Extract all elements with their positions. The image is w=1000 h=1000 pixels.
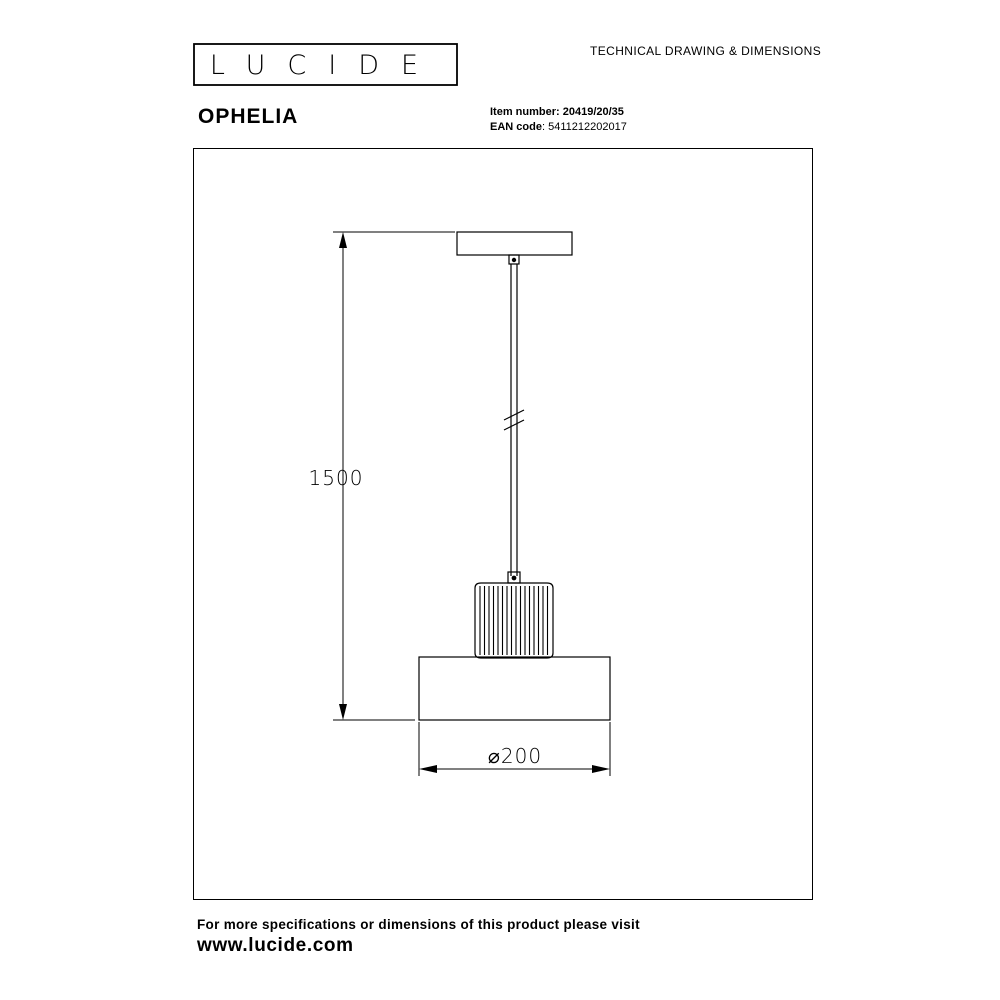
break-mark (504, 410, 524, 420)
item-number-line: Item number: 20419/20/35 (490, 106, 624, 118)
ceiling-canopy (457, 232, 572, 255)
neck-ribs (480, 586, 548, 655)
height-arrow-top (339, 232, 347, 248)
ribbed-neck (475, 583, 553, 658)
logo-text: LUCIDE (209, 50, 441, 81)
item-number-value: 20419/20/35 (562, 106, 624, 118)
ean-code-value: 5411212202017 (548, 121, 627, 133)
footer-text: For more specifications or dimensions of this product please visit (197, 917, 640, 932)
product-name: OPHELIA (198, 105, 299, 128)
height-dimension-label: 1500 (308, 466, 364, 490)
diameter-arrow-left (419, 765, 437, 773)
lucide-logo (193, 43, 458, 86)
technical-drawing (193, 148, 813, 900)
footer-url[interactable]: www.lucide.com (197, 935, 354, 956)
item-number-label: Item number (490, 106, 557, 118)
diameter-dimension-label: ⌀200 (487, 744, 543, 768)
height-arrow-bottom (339, 704, 347, 720)
ean-code-label: EAN code (490, 121, 542, 133)
lamp-shade (419, 657, 610, 720)
document-type: TECHNICAL DRAWING & DIMENSIONS (590, 44, 822, 58)
diameter-arrow-right (592, 765, 610, 773)
ean-code-line: EAN code: 5411212202017 (490, 121, 627, 133)
